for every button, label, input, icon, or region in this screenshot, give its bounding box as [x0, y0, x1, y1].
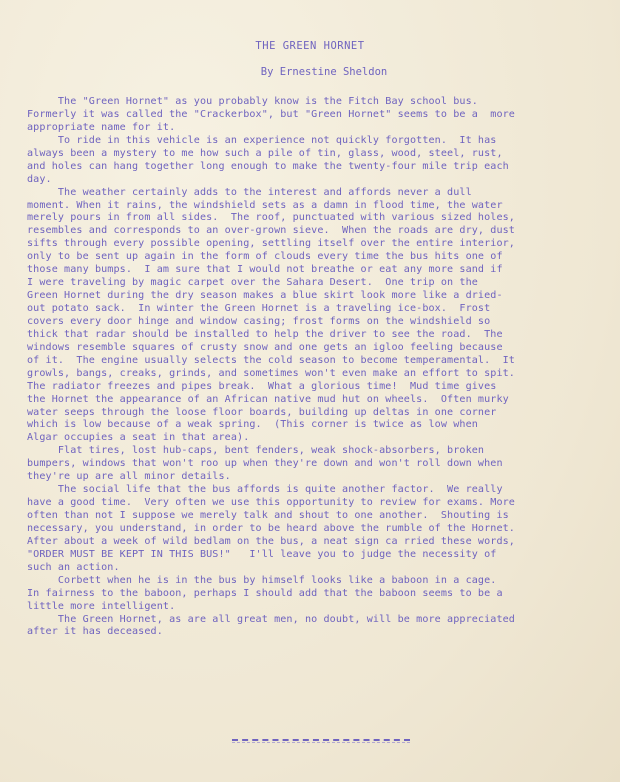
- body-line: Formerly it was called the "Crackerbox", but "Green Hornet" seems to be a more: [27, 108, 515, 120]
- document-title: THE GREEN HORNET: [255, 40, 365, 52]
- body-line: day.: [27, 173, 52, 185]
- body-line: the Hornet the appearance of an African native mud hut on wheels. Often murky: [27, 393, 509, 405]
- body-line: I were traveling by magic carpet over the Sahara Desert. One trip on the: [27, 277, 478, 289]
- body-line: which is low because of a weak spring. (This corner is twice as low when: [27, 419, 478, 431]
- body-line: moment. When it rains, the windshield sets as a damn in flood time, the water: [27, 199, 503, 211]
- body-line: thick that radar should be installed to help the driver to see the road. The: [27, 328, 503, 340]
- body-line: appropriate name for it.: [27, 121, 176, 133]
- body-line: growls, bangs, creaks, grinds, and sometimes won't even make an effort to spit.: [27, 367, 515, 379]
- body-line: The radiator freezes and pipes break. What a glorious time! Mud time gives: [27, 380, 497, 392]
- body-line: In fairness to the baboon, perhaps I should add that the baboon seems to be a: [27, 587, 503, 599]
- body-line: necessary, you understand, in order to be heard above the rumble of the Hornet.: [27, 522, 515, 534]
- body-line: merely pours in from all sides. The roof, punctuated with various sized holes,: [27, 212, 515, 224]
- body-line: out potato sack. In winter the Green Hornet is a traveling ice-box. Frost: [27, 303, 491, 314]
- body-line: To ride in this vehicle is an experience not quickly forgotten. It has: [27, 134, 497, 146]
- body-line: sifts through every possible opening, settling itself over the entire interior,: [27, 238, 515, 250]
- body-line: Green Hornet during the dry season makes a blue skirt look more like a dried-: [27, 290, 503, 302]
- body-line: little more intelligent.: [27, 600, 176, 612]
- body-line: The social life that the bus affords is quite another factor. We really: [27, 484, 503, 496]
- body-line: After about a week of wild bedlam on the bus, a neat sign ca rried these words,: [27, 535, 515, 547]
- body-line: Flat tires, lost hub-caps, bent fenders, weak shock-absorbers, broken: [27, 445, 485, 457]
- body-line: "ORDER MUST BE KEPT IN THIS BUS!" I'll leave you to judge the necessity of: [27, 548, 497, 560]
- body-line: bumpers, windows that won't roo up when they're down and won't roll down when: [27, 458, 503, 470]
- body-line: windows resemble squares of crusty snow and one gets an igloo feeling because: [27, 341, 503, 353]
- body-line: The Green Hornet, as are all great men, no doubt, will be more appreciated: [27, 613, 515, 625]
- end-rule-shadow: [232, 742, 410, 743]
- body-line: they're up are all minor details.: [27, 471, 231, 483]
- body-line: have a good time. Very often we use this opportunity to review for exams. More: [27, 497, 515, 509]
- body-line: of it. The engine usually selects the cold season to become temperamental. It: [27, 354, 515, 366]
- document-body: [27, 96, 617, 639]
- body-line: resembles and corresponds to an over-grown sieve. When the roads are dry, dust: [27, 225, 515, 237]
- body-line: after it has deceased.: [27, 626, 163, 638]
- body-line: only to be sent up again in the form of clouds every time the bus hits one of: [27, 251, 503, 263]
- body-line: The "Green Hornet" as you probably know is the Fitch Bay school bus.: [27, 96, 478, 107]
- body-line: Corbett when he is in the bus by himself looks like a baboon in a cage.: [27, 574, 497, 586]
- body-line: such an action.: [27, 561, 120, 573]
- body-line: covers every door hinge and window casing; frost forms on the windshield so: [27, 315, 491, 327]
- body-line: always been a mystery to me how such a pile of tin, glass, wood, steel, rust,: [27, 147, 503, 159]
- end-rule: [232, 739, 410, 741]
- body-line: and holes can hang together long enough to make the twenty-four mile trip each: [27, 160, 509, 172]
- body-line: water seeps through the loose floor boards, building up deltas in one corner: [27, 406, 497, 418]
- body-line: those many bumps. I am sure that I would not breathe or eat any more sand if: [27, 264, 503, 276]
- document-byline: By Ernestine Sheldon: [260, 66, 388, 78]
- body-line: often than not I suppose we merely talk and shout to one another. Shouting is: [27, 510, 509, 521]
- body-line: Algar occupies a seat in that area).: [27, 432, 250, 444]
- body-line: The weather certainly adds to the interest and affords never a dull: [27, 186, 472, 198]
